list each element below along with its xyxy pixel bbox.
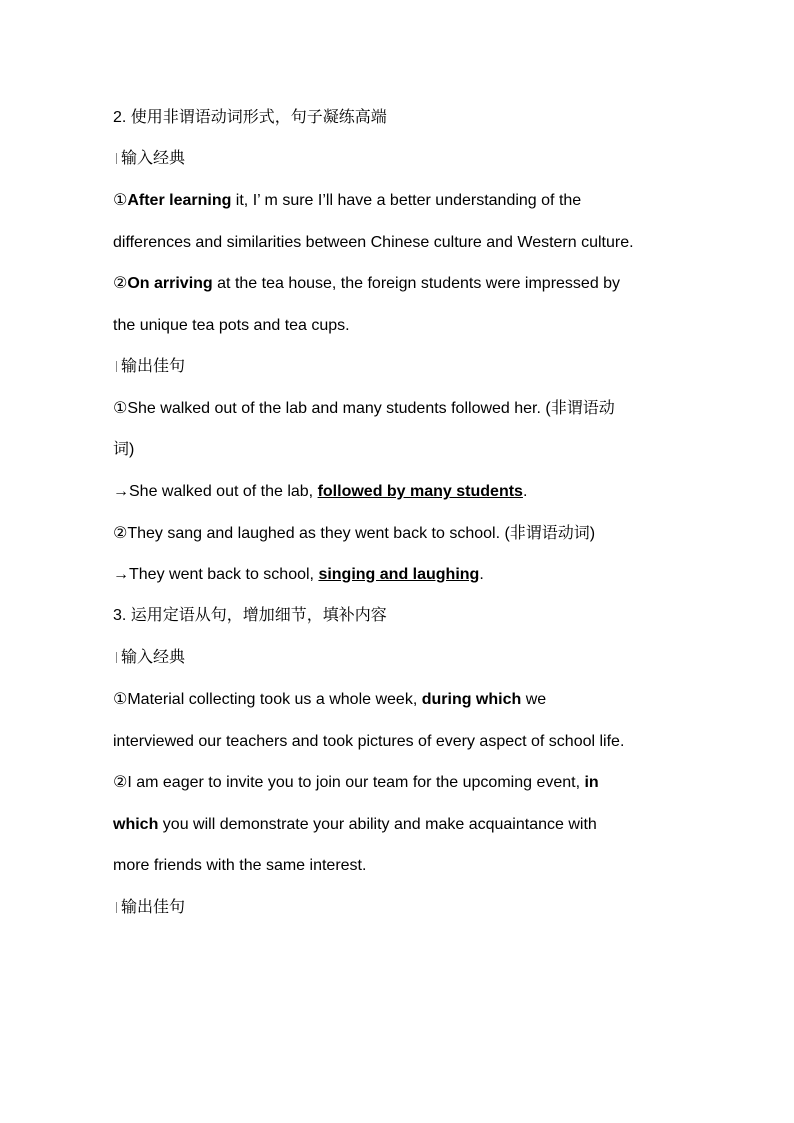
example-3-line-1: ①Material collecting took us a whole week, during which we — [113, 691, 547, 708]
answer-1: →She walked out of the lab, followed by many students. — [113, 483, 528, 500]
output-sentences-label: 输出佳句 — [113, 357, 693, 377]
output-1-line-1: ①She walked out of the lab and many students followed her. (非谓语动 — [113, 400, 615, 417]
example-4-line-3: more friends with the same interest. — [113, 857, 367, 874]
section-3-heading: 3. 运用定语从句，增加细节，填补内容 — [113, 607, 387, 624]
example-2-line-2: the unique tea pots and tea cups. — [113, 317, 350, 334]
example-1-line-1: ①After learning it, I’ m sure I’ll have a better understanding of the — [113, 192, 582, 209]
input-classic-label: 输入经典 — [113, 149, 693, 169]
marker-icon — [116, 902, 117, 913]
answer-2: →They went back to school, singing and laughing. — [113, 566, 484, 583]
example-4-line-2: which you will demonstrate your ability and make acquaintance with — [113, 816, 597, 833]
example-4-line-1: ②I am eager to invite you to join our team for the upcoming event, in — [113, 774, 599, 791]
output-2: ②They sang and laughed as they went back to school. (非谓语动词) — [113, 525, 596, 542]
output-1-line-2: 词) — [113, 441, 135, 458]
section-2-heading: 2. 使用非谓语动词形式，句子凝练高端 — [113, 109, 387, 126]
example-2-line-1: ②On arriving at the tea house, the foreign students were impressed by — [113, 275, 621, 292]
example-3-line-2: interviewed our teachers and took pictures of every aspect of school life. — [113, 733, 625, 750]
marker-icon — [116, 153, 117, 164]
marker-icon — [116, 361, 117, 372]
marker-icon — [116, 652, 117, 663]
output-sentences-label: 输出佳句 — [113, 898, 693, 918]
example-1-line-2: differences and similarities between Chinese culture and Western culture. — [113, 234, 634, 251]
input-classic-label: 输入经典 — [113, 648, 693, 668]
